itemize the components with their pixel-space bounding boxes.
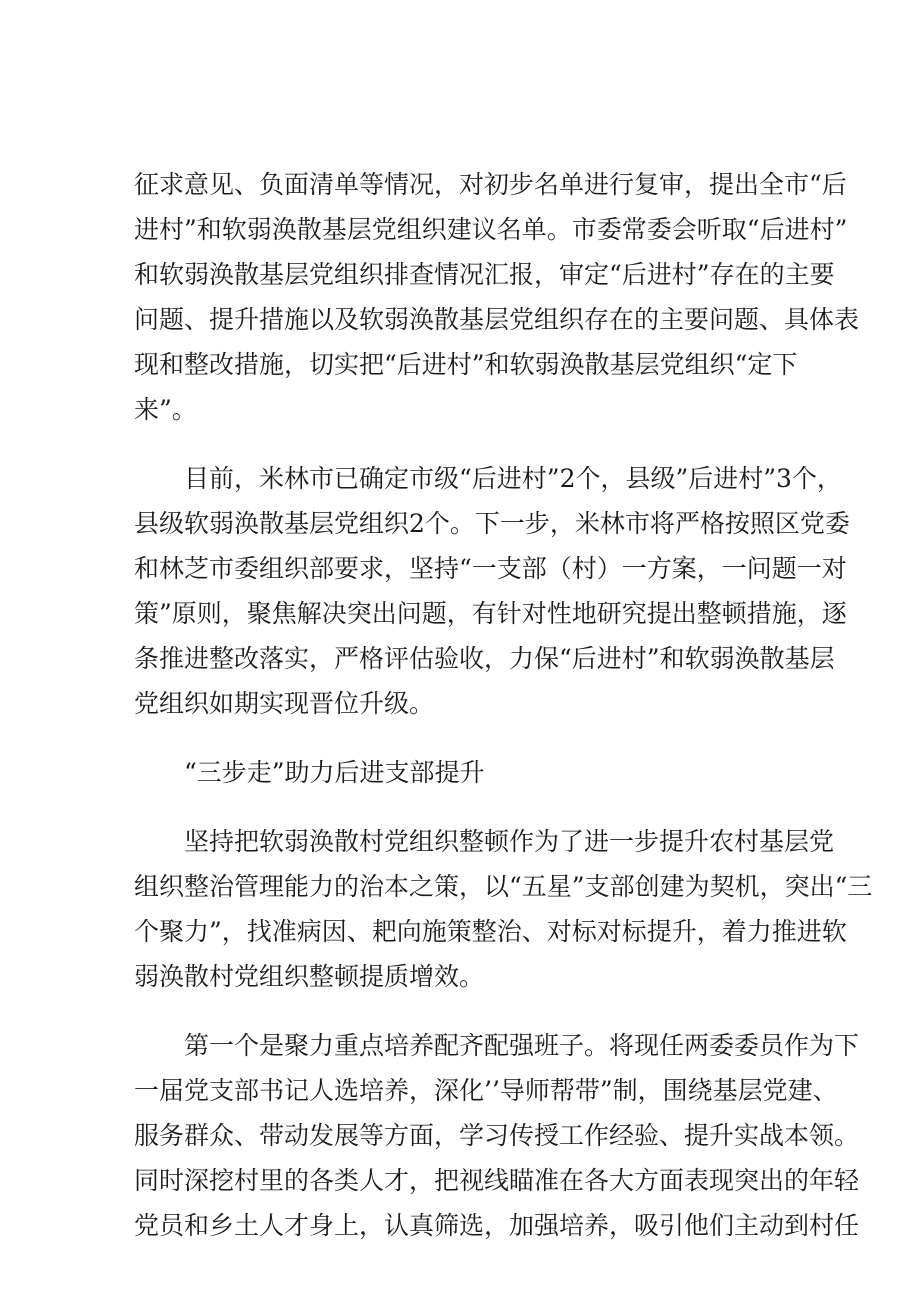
paragraph-2 (134, 456, 850, 726)
text-line: 和软弱涣散基层党组织排查情况汇报，审定“后进村”存在的主要 (134, 260, 835, 289)
paragraph-3 (134, 819, 873, 999)
text-line: 征求意见、负面清单等情况，对初步名单进行复审，提出全市“后 (134, 170, 847, 199)
text-line: 党组织如期实现晋位升级。 (134, 689, 435, 718)
text-line: 组织整治管理能力的治本之策，以“五星”支部创建为契机，突出“三 (134, 872, 873, 901)
text-line: 一届党支部书记人选培养，深化’’导师帮带”制，围绕基层党建、 (134, 1076, 838, 1105)
text-line: 来”。 (134, 395, 197, 424)
text-line: 第一个是聚力重点培养配齐配强班子。将现任两委委员作为下 (134, 1031, 860, 1060)
text-line: 坚持把软弱涣散村党组织整顿作为了进一步提升农村基层党 (134, 827, 835, 856)
text-line: 进村”和软弱涣散基层党组织建议名单。市委常委会听取“后进村” (134, 215, 848, 244)
text-line: 同时深挖村里的各类人才，把视线瞄准在各大方面表现突出的年轻 (134, 1166, 860, 1195)
paragraph-1 (134, 162, 860, 432)
text-line: 问题、提升措施以及软弱涣散基层党组织存在的主要问题、具体表 (134, 305, 860, 334)
section-heading (134, 750, 802, 795)
text-line: 现和整改措施，切实把“后进村”和软弱涣散基层党组织“定下 (134, 350, 798, 379)
text-line: 县级软弱涣散基层党组织2个。下一步，米林市将严格按照区党委 (134, 509, 850, 538)
document-body (134, 162, 873, 1248)
text-line: 服务群众、带动发展等方面，学习传授工作经验、提升实战本领。 (134, 1121, 860, 1150)
text-line: 策”原则，聚焦解决突出问题，有针对性地研究提出整顿措施，逐 (134, 599, 847, 628)
text-line: 个聚力”，找准病因、耙向施策整治、对标对标提升，着力推进软 (134, 917, 847, 946)
text-line: 弱涣散村党组织整顿提质增效。 (134, 962, 485, 991)
text-line: 党员和乡土人才身上，认真筛选，加强培养，吸引他们主动到村任 (134, 1211, 860, 1240)
text-line: 条推进整改落实，严格评估验收，力保“后进村”和软弱涣散基层 (134, 644, 835, 673)
paragraph-4 (134, 1023, 860, 1248)
text-line: 目前，米林市已确定市级“后进村”2个，县级”后进村”3个， (134, 464, 842, 493)
text-line: 和林芝市委组织部要求，坚持“一支部（村）一方案，一问题一对 (134, 554, 847, 583)
heading-line: “三步走”助力后进支部提升 (134, 758, 485, 787)
